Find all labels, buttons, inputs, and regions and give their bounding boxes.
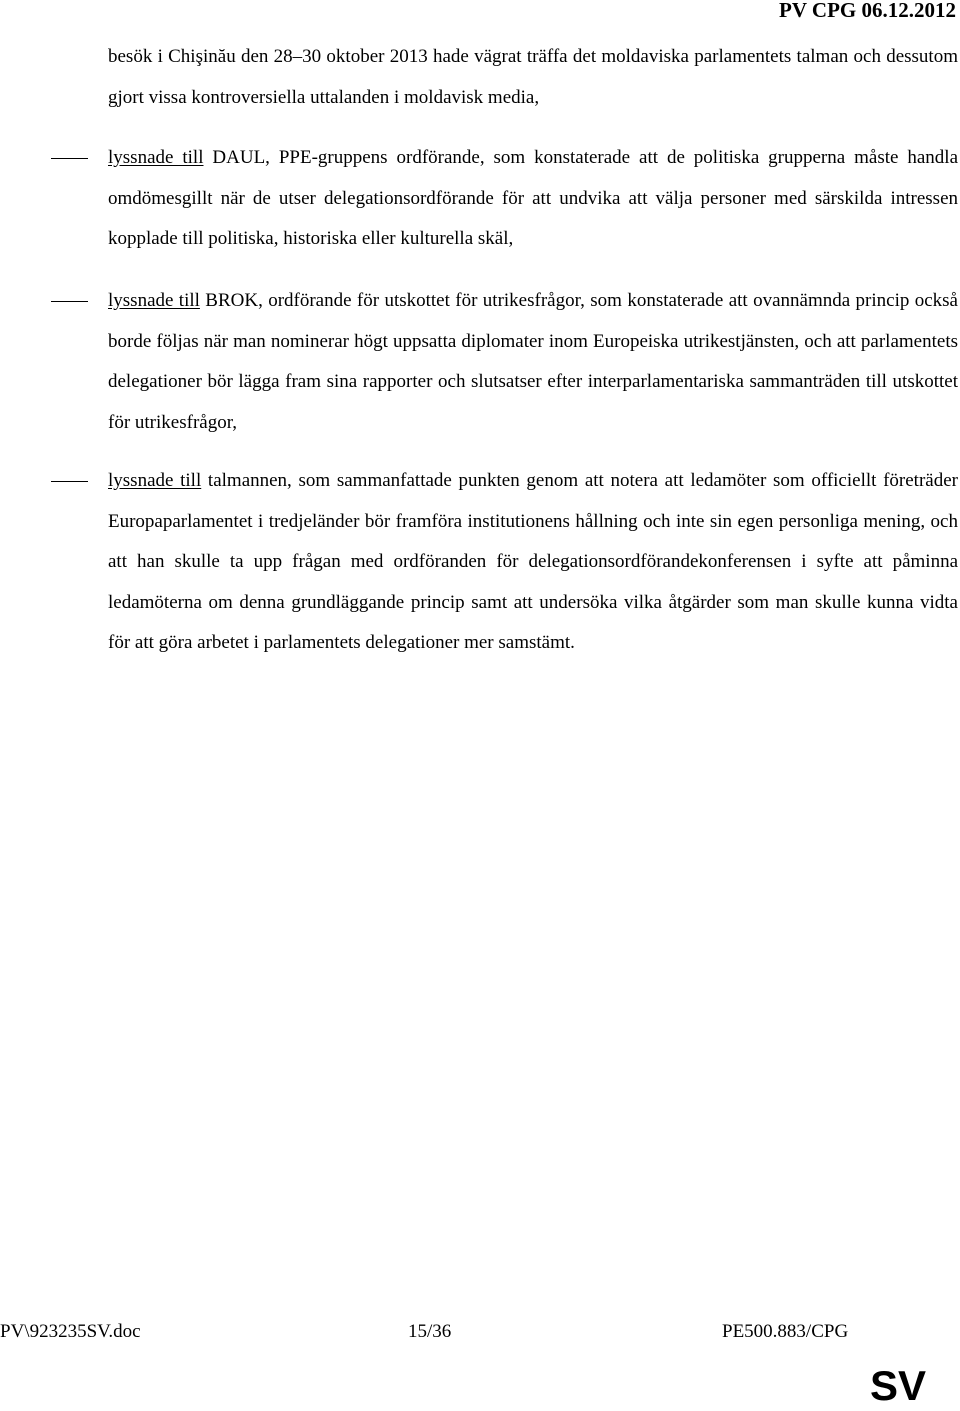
list-item-lead: lyssnade till bbox=[108, 470, 202, 491]
footer-page-number: 15/36 bbox=[408, 1321, 452, 1342]
paragraph-continued: besök i Chişinău den 28–30 oktober 2013 hade vägrat träffa det moldaviska parlamentets talman och dessutom gjort vissa kontroversiella uttalanden i moldavisk media, bbox=[108, 46, 958, 108]
dash-bullet-icon bbox=[51, 158, 88, 159]
footer-file-name: PV\923235SV.doc bbox=[0, 1321, 141, 1342]
document-reference-header: PV CPG 06.12.2012 bbox=[779, 0, 956, 22]
dash-bullet-icon bbox=[51, 481, 88, 482]
footer-pe-number: PE500.883/CPG bbox=[722, 1321, 849, 1342]
list-item-body: BROK, ordförande för utskottet för utrikesfrågor, som konstaterade att ovannämnda princip också borde följas när man nominerar högt uppsatta diplomater inom Europeiska utrikestjänsten, och att parlamentets delegationer bör lägga fram sina rapporter och slutsatser efter interparlamentariska sammanträden till utskottet för utrikesfrågor, bbox=[108, 290, 958, 433]
language-code: SV bbox=[870, 1362, 927, 1409]
list-item-text bbox=[108, 461, 958, 664]
list-item-text bbox=[108, 138, 958, 260]
list-item-lead: lyssnade till bbox=[108, 147, 204, 168]
dash-bullet-icon bbox=[51, 301, 88, 302]
list-item-text bbox=[108, 281, 958, 443]
list-item-body: DAUL, PPE-gruppens ordförande, som konstaterade att de politiska grupperna måste handla omdömesgillt när de utser delegationsordförande för att undvika att välja personer med särskilda intressen kopplade till politiska, historiska eller kulturella skäl, bbox=[108, 147, 958, 249]
list-item-lead: lyssnade till bbox=[108, 290, 200, 311]
list-item-body: talmannen, som sammanfattade punkten genom att notera att ledamöter som officiellt företräder Europaparlamentet i tredjeländer bör framföra institutionens hållning och inte sin egen personliga mening, och att han skulle ta upp frågan med ordföranden för delegationsordförandekonferensen i syfte att påminna ledamöterna om denna grundläggande princip samt att undersöka vilka åtgärder som man skulle kunna vidta för att göra arbetet i parlamentets delegationer mer samstämt. bbox=[108, 470, 958, 653]
